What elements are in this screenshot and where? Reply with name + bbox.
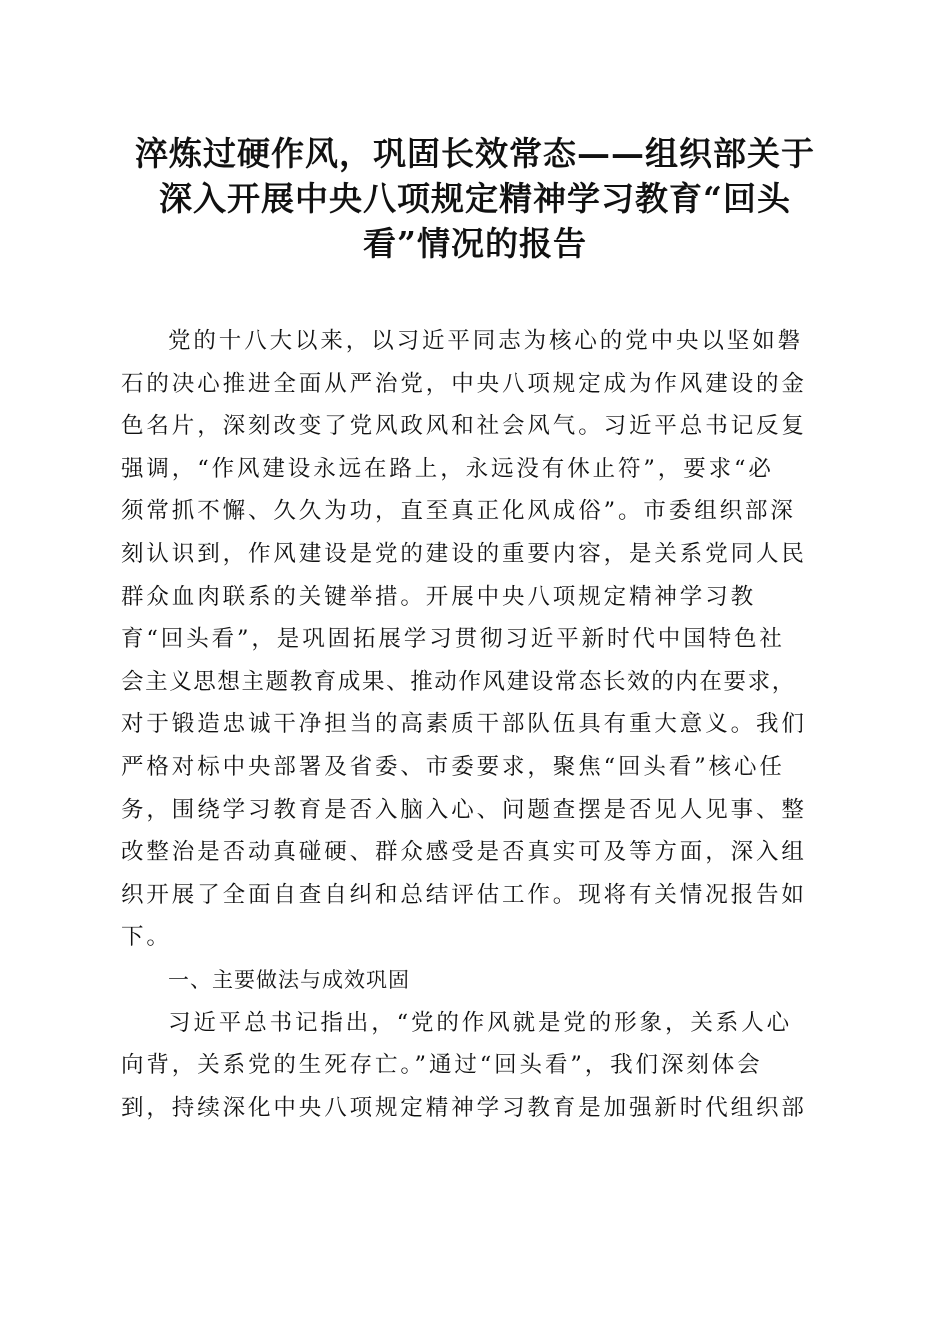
title-line: 看”情况的报告	[363, 224, 587, 263]
document-body	[121, 320, 836, 1129]
text-line: 织开展了全面自查自纠和总结评估工作。现将有关情况报告如	[121, 881, 807, 908]
text-line: 习近平总书记指出，“党的作风就是党的形象，关系人心	[168, 1009, 793, 1036]
text-line: 党的十八大以来，以习近平同志为核心的党中央以坚如磐	[168, 328, 804, 354]
title-line: 淬炼过硬作风，巩固长效常态——组织部关于	[135, 134, 815, 173]
text-line: 石的决心推进全面从严治党，中央八项规定成为作风建设的金	[121, 370, 807, 397]
text-line: 向背，关系党的生死存亡。”通过“回头看”，我们深刻体会	[121, 1052, 763, 1079]
document-title	[100, 131, 850, 266]
title-line: 深入开展中央八项规定精神学习教育“回头	[159, 179, 791, 218]
text-line: 须常抓不懈、久久为功，直至真正化风成俗”。市委组织部深	[121, 498, 796, 525]
section-heading: 一、主要做法与成效巩固	[168, 967, 410, 992]
text-line: 到，持续深化中央八项规定精神学习教育是加强新时代组织部	[121, 1094, 807, 1121]
text-line: 育“回头看”，是巩固拓展学习贯彻习近平新时代中国特色社	[121, 626, 785, 653]
text-line: 严格对标中央部署及省委、市委要求，聚焦“回头看”核心任	[121, 753, 785, 780]
text-line: 刻认识到，作风建设是党的建设的重要内容，是关系党同人民	[121, 540, 807, 567]
text-line: 对于锻造忠诚干净担当的高素质干部队伍具有重大意义。我们	[121, 711, 807, 738]
text-line: 务，围绕学习教育是否入脑入心、问题查摆是否见人见事、整	[121, 796, 807, 823]
text-line: 色名片，深刻改变了党风政风和社会风气。习近平总书记反复	[121, 413, 807, 440]
paragraph-section1	[121, 1002, 836, 1130]
text-line: 强调，“作风建设永远在路上，永远没有休止符”，要求“必	[121, 455, 774, 482]
text-line: 改整治是否动真碰硬、群众感受是否真实可及等方面，深入组	[121, 839, 807, 866]
paragraph-intro	[121, 320, 836, 959]
text-line: 会主义思想主题教育成果、推动作风建设常态长效的内在要求，	[121, 668, 796, 695]
text-line: 下。	[121, 924, 172, 951]
text-line: 群众血肉联系的关键举措。开展中央八项规定精神学习教	[121, 583, 757, 610]
